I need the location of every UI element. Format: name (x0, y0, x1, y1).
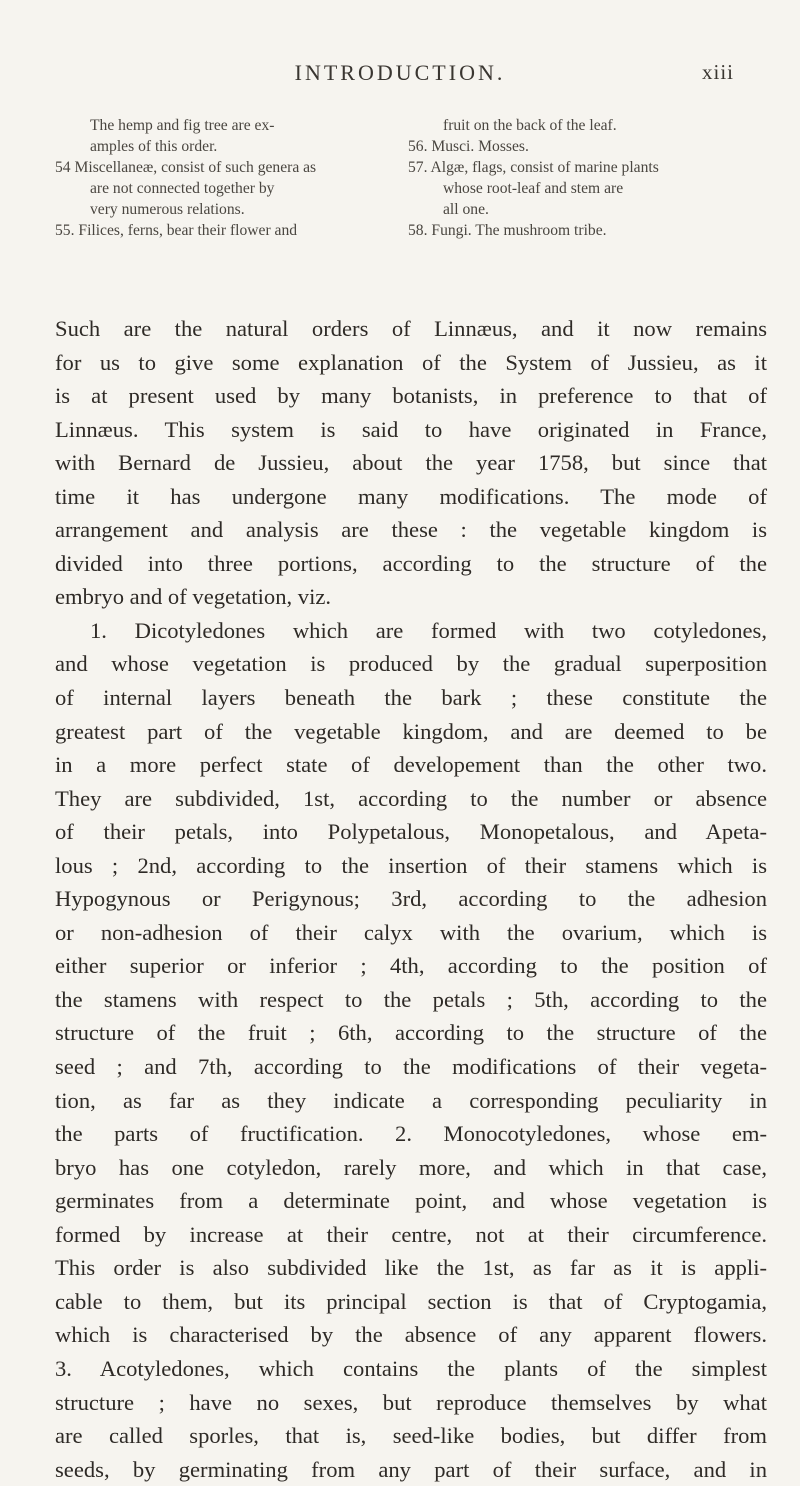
text-line: seeds, by germinating from any part of their surface, and in (55, 1456, 767, 1482)
footnote-line: The hemp and fig tree are ex- (90, 117, 275, 134)
footnote-line: all one. (443, 201, 489, 218)
footnote-line: very numerous relations. (90, 201, 245, 218)
text-line: of their petals, into Polypetalous, Monopetalous, and Apeta- (55, 819, 767, 845)
footnote-line: whose root-leaf and stem are (443, 180, 624, 197)
footnote-line: 56. Musci. Mosses. (408, 138, 529, 155)
text-line: of internal layers beneath the bark ; these constitute the (55, 685, 767, 711)
text-line: germinates from a determinate point, and whose vegetation is (55, 1188, 767, 1214)
text-line: are called sporles, that is, seed-like bodies, but differ from (55, 1423, 767, 1449)
paragraph (55, 312, 767, 614)
text-line: either superior or inferior ; 4th, according to the position of (55, 953, 767, 979)
text-line: embryo and of vegetation, viz. (55, 584, 332, 610)
text-line: is at present used by many botanists, in preference to that of (55, 383, 767, 409)
text-line: Such are the natural orders of Linnæus, and it now remains (55, 316, 767, 341)
footnote-column-left (55, 115, 355, 241)
text-line: arrangement and analysis are these : the vegetable kingdom is (55, 517, 767, 543)
text-line: seed ; and 7th, according to the modifications of their vegeta- (55, 1054, 767, 1080)
text-line: They are subdivided, 1st, according to the number or absence (55, 785, 767, 811)
text-line: the parts of fructification. 2. Monocotyledones, whose em- (55, 1121, 767, 1147)
footnote-line: 55. Filices, ferns, bear their flower and (55, 222, 298, 239)
text-line: formed by increase at their centre, not at their circumference. (55, 1221, 767, 1247)
text-line: structure ; have no sexes, but reproduce themselves by what (55, 1389, 767, 1415)
running-header (0, 52, 800, 92)
text-line: divided into three portions, according to the structure of the (55, 550, 767, 576)
text-line: time it has undergone many modifications. The mode of (55, 483, 767, 509)
running-title: INTRODUCTION. (294, 60, 506, 85)
footnote-column-right (408, 115, 758, 241)
text-line: the stamens with respect to the petals ; 5th, according to the (55, 986, 767, 1012)
text-line: greatest part of the vegetable kingdom, and are deemed to be (55, 718, 767, 744)
text-line: cable to them, but its principal section is that of Cryptogamia, (55, 1288, 767, 1314)
text-line: Linnæus. This system is said to have originated in France, (55, 416, 767, 442)
text-line: in a more perfect state of developement than the other two. (55, 752, 767, 778)
text-line: for us to give some explanation of the System of Jussieu, as it (55, 349, 767, 375)
text-line: 3. Acotyledones, which contains the plants of the simplest (55, 1355, 767, 1381)
footnote-line: fruit on the back of the leaf. (443, 117, 617, 134)
text-line: or non-adhesion of their calyx with the ovarium, which is (55, 919, 767, 945)
page-number: xiii (701, 60, 734, 84)
footnote-line: 57. Algæ, flags, consist of marine plants (408, 159, 659, 176)
text-line: 1. Dicotyledones which are formed with two cotyledones, (90, 617, 767, 643)
footnote-line: are not connected together by (90, 180, 275, 197)
body-text (55, 312, 767, 1486)
text-line: which is characterised by the absence of any apparent flowers. (55, 1322, 767, 1348)
footnote-line: amples of this order. (90, 138, 218, 155)
text-line: This order is also subdivided like the 1st, as far as it is appli- (55, 1255, 767, 1281)
text-line: with Bernard de Jussieu, about the year 1758, but since that (55, 450, 767, 476)
footnote-line: 54 Miscellaneæ, consist of such genera as (55, 159, 317, 176)
text-line: tion, as far as they indicate a corresponding peculiarity in (55, 1087, 767, 1113)
text-line: and whose vegetation is produced by the gradual superposition (55, 651, 767, 677)
text-line: lous ; 2nd, according to the insertion of their stamens which is (55, 852, 767, 878)
paragraph (55, 614, 767, 1486)
text-line: bryo has one cotyledon, rarely more, and which in that case, (55, 1154, 767, 1180)
footnote-line: 58. Fungi. The mushroom tribe. (408, 222, 607, 239)
text-line: structure of the fruit ; 6th, according to the structure of the (55, 1020, 767, 1046)
text-line: Hypogynous or Perigynous; 3rd, according to the adhesion (55, 886, 767, 912)
